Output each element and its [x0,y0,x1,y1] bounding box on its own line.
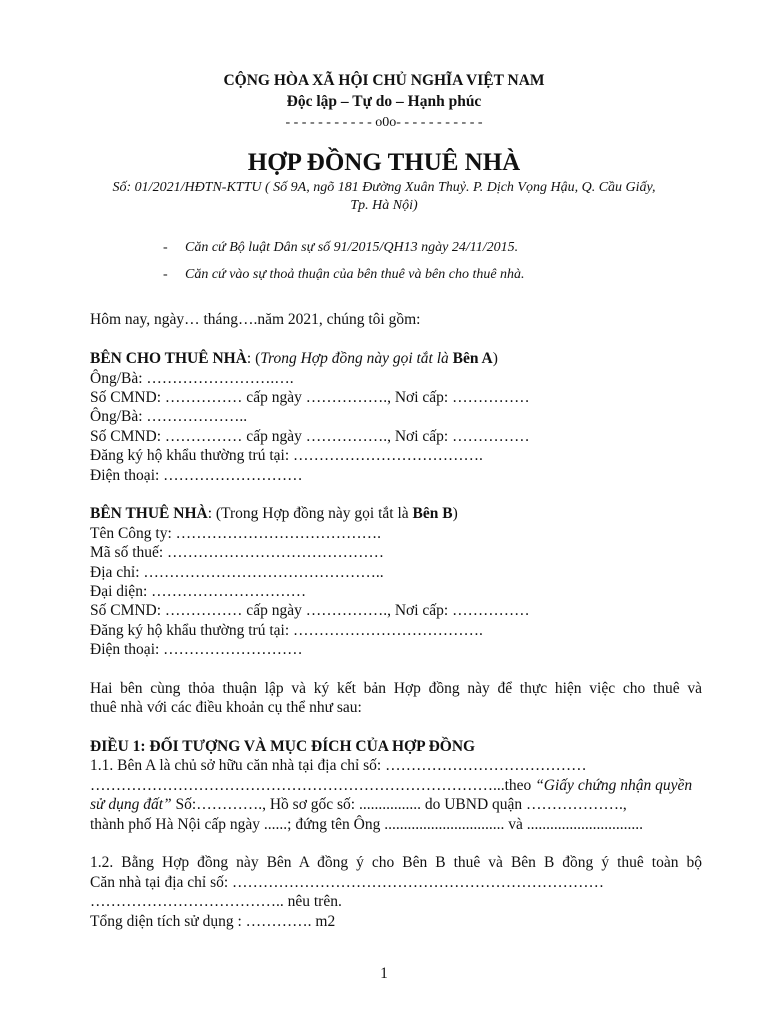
document-subtitle-line1: Số: 01/2021/HĐTN-KTTU ( Số 9A, ngõ 181 Đường Xuân Thuỷ. P. Dịch Vọng Hậu, Q. Cầu Giấy, [112,180,656,195]
legal-basis-bullet-2: - [163,267,168,282]
party-b-heading-line [90,504,458,523]
party-a-note: Trong Hợp đồng này gọi tắt là [260,350,453,367]
article1-p2-line2: Căn nhà tại địa chỉ số: ……………………………………………………………… [90,874,605,891]
article1-p1-line4: thành phố Hà Nội cấp ngày ......; đứng tên Ông ............................... và .............................. [90,816,643,833]
legal-basis-bullet-1: - [163,240,168,255]
article1-p2-line3: ……………………………….. nêu trên. [90,893,342,910]
party-b-representative: Đại diện: ………………………… [90,583,307,600]
party-a-address: Đăng ký hộ khẩu thường trú tại: ………………………………. [90,447,483,464]
property-address-blank: ……………………………………………………………………...theo [90,777,536,794]
party-a-name-2: Ông/Bà: ……………….. [90,408,248,425]
article1-p1-line2 [90,776,692,795]
land-use-right-ref: sử dụng đất” [90,796,172,813]
party-b-phone: Điện thoại: ……………………… [90,641,303,658]
legal-basis-1: Căn cứ Bộ luật Dân sự số 91/2015/QH13 ngày 24/11/2015. [185,240,519,255]
article1-p1-line3 [90,795,627,814]
party-a-phone: Điện thoại: ……………………… [90,467,303,484]
party-b-id: Số CMND: …………… cấp ngày ……………., Nơi cấp: …………… [90,602,530,619]
party-a-note-close: ) [492,350,498,367]
agreement-line1: Hai bên cùng thỏa thuận lập và ký kết bản Hợp đồng này để thực hiện việc cho thuê và [90,680,702,697]
party-b-tax-code: Mã số thuế: …………………………………… [90,544,385,561]
party-a-id-1: Số CMND: …………… cấp ngày ……………., Nơi cấp: …………… [90,389,530,406]
party-a-id-2: Số CMND: …………… cấp ngày ……………., Nơi cấp: …………… [90,428,530,445]
land-certificate-ref: “Giấy chứng nhận quyền [535,777,693,794]
legal-basis-2: Căn cứ vào sự thoả thuận của bên thuê và bên cho thuê nhà. [185,267,525,282]
article1-heading: ĐIỀU 1: ĐỐI TƯỢNG VÀ MỤC ĐÍCH CỦA HỢP ĐỒNG [90,738,476,755]
country-header: CỘNG HÒA XÃ HỘI CHỦ NGHĨA VIỆT NAM [223,72,545,89]
party-b-note-close: ) [452,505,458,522]
agreement-line2: thuê nhà với các điều khoản cụ thể như sau: [90,699,362,716]
party-a-name-1: Ông/Bà: …………………….…. [90,370,294,387]
article1-p2-line1: 1.2. Bằng Hợp đồng này Bên A đồng ý cho Bên B thuê và Bên B đồng ý thuê toàn bộ [90,854,702,871]
party-a-heading: BÊN CHO THUÊ NHÀ [90,350,247,367]
document-title: HỢP ĐỒNG THUÊ NHÀ [247,149,521,176]
party-b-note: : (Trong Hợp đồng này gọi tắt là [207,505,413,522]
article1-p2-line4: Tổng diện tích sử dụng : …………. m2 [90,913,336,930]
party-a-heading-line [90,349,498,368]
party-b-heading: BÊN THUÊ NHÀ [90,505,208,522]
article1-p1-line1: 1.1. Bên A là chủ sở hữu căn nhà tại địa chỉ số: ………………………………… [90,757,587,774]
party-b-company: Tên Công ty: …………………………………. [90,525,382,542]
page-number: 1 [380,965,388,982]
party-b-alias: Bên B [412,505,453,522]
party-b-residence: Đăng ký hộ khẩu thường trú tại: ………………………………. [90,622,483,639]
intro-text: Hôm nay, ngày… tháng….năm 2021, chúng tôi gồm: [90,311,421,328]
certificate-numbers: Số:…………., Hồ sơ gốc số: ................ do UBND quận ………………., [171,796,627,813]
party-b-address: Địa chỉ: ……………………………………….. [90,564,384,581]
separator: - - - - - - - - - - - o0o- - - - - - - - - - - [285,115,483,130]
motto: Độc lập – Tự do – Hạnh phúc [286,93,482,110]
document-subtitle-line2: Tp. Hà Nội) [350,198,418,213]
party-a-alias: Bên A [452,350,493,367]
party-a-note-open: : ( [246,350,261,367]
